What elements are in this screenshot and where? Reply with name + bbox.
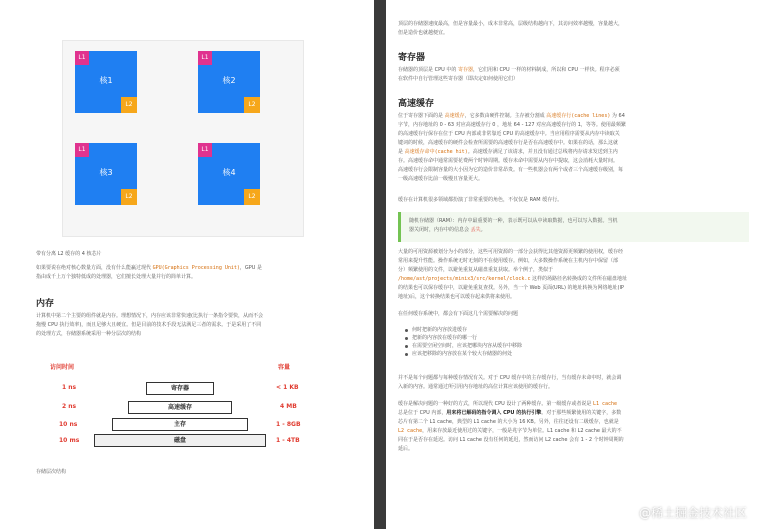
l2-cache-block: L2 xyxy=(121,97,137,113)
list-item: 何时把新的内容放进缓存 xyxy=(404,326,744,334)
text: 大量的可用资源被划分为小的部分，这些可用资源的一部分会获得比其他资源更频繁的使用权，缓存经 xyxy=(398,249,624,255)
text: 高速缓存行会限制容量的大小因为它的造价非常昂贵。有一些机器会有两个或者三个高速缓存级别，每 xyxy=(398,167,624,173)
text: 一级高速缓存比前一级慢且容量更大。 xyxy=(398,176,484,182)
text: 器关闭时，内存中的信息会 xyxy=(409,227,471,233)
text: 键词的时候，高速缓存的硬件会检查所需要的高速缓存行是否在高速缓存中。如果在的话，那么这就 xyxy=(398,140,619,146)
text: 的结果也可以保存缓存中，以避免重复查找。另外，当一个 Web 页面(URL) 的地址转换为网络地址(IP xyxy=(398,285,624,291)
capacity-value: < 1 KB xyxy=(276,384,299,391)
register-code: 寄存器 xyxy=(457,67,473,73)
text: ，GPU 是 xyxy=(239,265,263,271)
cores-diagram xyxy=(62,40,304,237)
heading-cache: 高速缓存 xyxy=(398,99,435,109)
l1-cache-code: L1 cache xyxy=(592,401,618,407)
text: 缓存是解决问题的一种好的方式，所以现代 CPU 设计了两种缓存。第一级缓存或者说是 xyxy=(398,401,593,407)
core-label: 核3 xyxy=(99,168,113,177)
text: 延后。 xyxy=(398,446,414,452)
level-disk: 磁盘 xyxy=(94,434,266,447)
core-label: 核1 xyxy=(99,76,113,85)
l2-cache-code: L2 cache xyxy=(398,428,423,434)
level-main-memory: 主存 xyxy=(112,418,248,431)
ram-quote-block xyxy=(398,212,749,242)
text: 计算机中第二个主要的组件就是内存。理想情况下，内存应该非常快速(比执行一条指令要快，从而不会 xyxy=(36,313,263,319)
lost-highlight: 丢失 xyxy=(470,227,481,233)
text: 如果要说在绝对核心数量方面，没有什么能赢过现代 xyxy=(36,265,153,271)
path-code: /home/ast/projects/minix3/src/kernel/clock.c xyxy=(398,276,531,282)
text: 字节，内存地址的 0 - 63 对应高速缓存行 0 ，地址 64 - 127 对应高速缓存行的 1，等等。使用最频繁 xyxy=(398,122,626,128)
page-gutter xyxy=(374,0,386,529)
text: 总是位于 CPU 内部， xyxy=(398,410,447,416)
gpu-paragraph xyxy=(36,264,336,282)
l2-cache-block: L2 xyxy=(121,189,137,205)
text: 拖慢 CPU 执行效率)，而且足够大且硬宜。但是目前的技术手段无法满足三者的需求。于是采用了不同 xyxy=(36,322,262,328)
storage-hierarchy-diagram xyxy=(0,360,374,460)
text: 位于寄存器下面的是 xyxy=(398,113,445,119)
heading-registers: 寄存器 xyxy=(398,53,426,63)
time-value: 10 ns xyxy=(59,421,78,428)
text: 芯片有第二个 L1 cache，典型的 L1 cache 的大小为 16 KB。另外，往往还设有二级缓存，也就是 xyxy=(398,419,619,425)
time-value: 2 ns xyxy=(62,403,77,410)
text: 存。高速缓存命中通常需要花费两个时钟周期。缓存未命中需要从内存中提取，这会消耗大量时间。 xyxy=(398,158,619,164)
text: 。对于那些频繁使用的关键字，多数 xyxy=(541,410,622,416)
text: 在软件中自行管理这些寄存器（即决定如何使用它们） xyxy=(398,76,519,82)
right-page xyxy=(386,0,761,529)
core-4 xyxy=(198,143,260,205)
text: ，它们用和 CPU 一样的材料制成，所以和 CPU 一样快。程序必须 xyxy=(472,67,620,73)
text: ，用来存放最近使用过的关键字，一般是兆字节为单位。L1 cache 和 L2 cache 最大的不 xyxy=(422,428,622,434)
cache-lines-code: 高速缓存行(cache lines) xyxy=(546,113,611,119)
text: 顶层的存储器速度最高，但是容量最小，成本非常高，层级结构越向下，其访问效率越慢，容量越大， xyxy=(398,21,624,27)
text: 是 xyxy=(398,149,405,155)
l2-cache-block: L2 xyxy=(244,189,260,205)
text: 这样的场路径名转换成的文件所在磁盘地址 xyxy=(530,276,628,282)
text: 并不是每个问题都与每种缓存情况有关。对于 CPU 缓存中的主存缓存行，当有缓存未命中时，就会调 xyxy=(398,375,622,381)
left-page xyxy=(0,0,374,529)
list-item: 应该把移除的内容放在某个较大存储器的何处 xyxy=(404,350,744,358)
core-label: 核2 xyxy=(222,76,236,85)
gpu-code: GPU(Graphics Processing Unit) xyxy=(152,265,240,271)
text: 地址)后，这个转换结果也可以缓存起来供将来使用。 xyxy=(398,294,515,300)
text: 的高速缓存行保存在位于 CPU 内部或非常靠近 CPU 的高速缓存中。当应用程序需要从内存中读取关 xyxy=(398,131,620,137)
cache-questions-list xyxy=(404,326,744,358)
text: 缓存在计算机很多领域都扮演了非常重要的角色，不仅仅是 RAM 缓存行。 xyxy=(398,197,563,203)
l1-cache-block: L1 xyxy=(198,143,212,157)
time-value: 10 ms xyxy=(59,437,80,444)
time-value: 1 ns xyxy=(62,384,77,391)
text: ，它多数由硬件控制。主存被分割成 xyxy=(464,113,547,119)
l1-cache-block: L1 xyxy=(75,51,89,65)
bold-text: 用来将已解码的指令调入 CPU 的执行引擎 xyxy=(446,410,542,416)
cache-hit-code: 高速缓存命中(cache hit) xyxy=(404,149,468,155)
memory-paragraph xyxy=(36,312,336,339)
watermark: @稀土掘金技术社区 xyxy=(638,506,747,520)
text: 同在于是否存在延迟。访问 L1 cache 没有任何的延迟，然而访问 L2 cache 会有 1 - 2 个时钟周期的 xyxy=(398,437,624,443)
level-registers: 寄存器 xyxy=(146,382,214,395)
text: 的处理方式，存储器系统采用一种分层次的结构 xyxy=(36,331,142,337)
list-item: 把新的内容放在缓存的哪一行 xyxy=(404,334,744,342)
capacity-value: 1 - 4TB xyxy=(276,437,300,444)
capacity-header: 容量 xyxy=(278,364,291,371)
text: 。高速缓存满足了该请求，并且没有通过总线将内存请求发送到主内 xyxy=(467,149,618,155)
text: 存储器的顶层是 CPU 中的 xyxy=(398,67,458,73)
text: 随机存储器（RAM）：内存中最重要的一种，表示既可以从中读取数据，也可以写入数据。当机 xyxy=(409,218,618,224)
text: 在任何缓存系统中，都会有下面这几个需要解决的问题 xyxy=(398,311,519,317)
core-3 xyxy=(75,143,137,205)
text: 常用来提升性能。操作系统无时无刻的不在使用缓存。例如，大多数操作系统在主机内存中保留（部 xyxy=(398,258,619,264)
heading-memory: 内存 xyxy=(36,299,55,309)
text: 为 64 xyxy=(610,113,625,119)
core-2 xyxy=(198,51,260,113)
capacity-value: 4 MB xyxy=(280,403,297,410)
text: 指由成千上万个独特低成的处理器，它们擅长处理大量并行的简单计算。 xyxy=(36,274,197,280)
cache-code: 高速缓存 xyxy=(444,113,465,119)
figure-caption: 存储层次结构 xyxy=(36,469,67,475)
access-time-header: 访问时间 xyxy=(50,364,75,371)
list-item: 在需要空闲空间时，应该把哪块内容从缓存中移除 xyxy=(404,342,744,350)
l1-cache-block: L1 xyxy=(198,51,212,65)
text: 入新的内容。通常通过所引用内存地址的高位计算应该使用的缓存行。 xyxy=(398,384,554,390)
core-label: 核4 xyxy=(222,168,236,177)
text: 分）频繁使用的文件，以避免重复从磁盘重复获取。举个例子，类似于 xyxy=(398,267,554,273)
level-cache: 高速缓存 xyxy=(128,401,232,414)
l1-cache-block: L1 xyxy=(75,143,89,157)
figure-caption: 带有分离 L2 缓存的 4 核芯片 xyxy=(36,251,102,257)
l2-cache-block: L2 xyxy=(244,97,260,113)
text: 。 xyxy=(480,227,486,233)
capacity-value: 1 - 8GB xyxy=(276,421,301,428)
core-1 xyxy=(75,51,137,113)
text: 但是造价也就越便宜。 xyxy=(398,30,449,36)
